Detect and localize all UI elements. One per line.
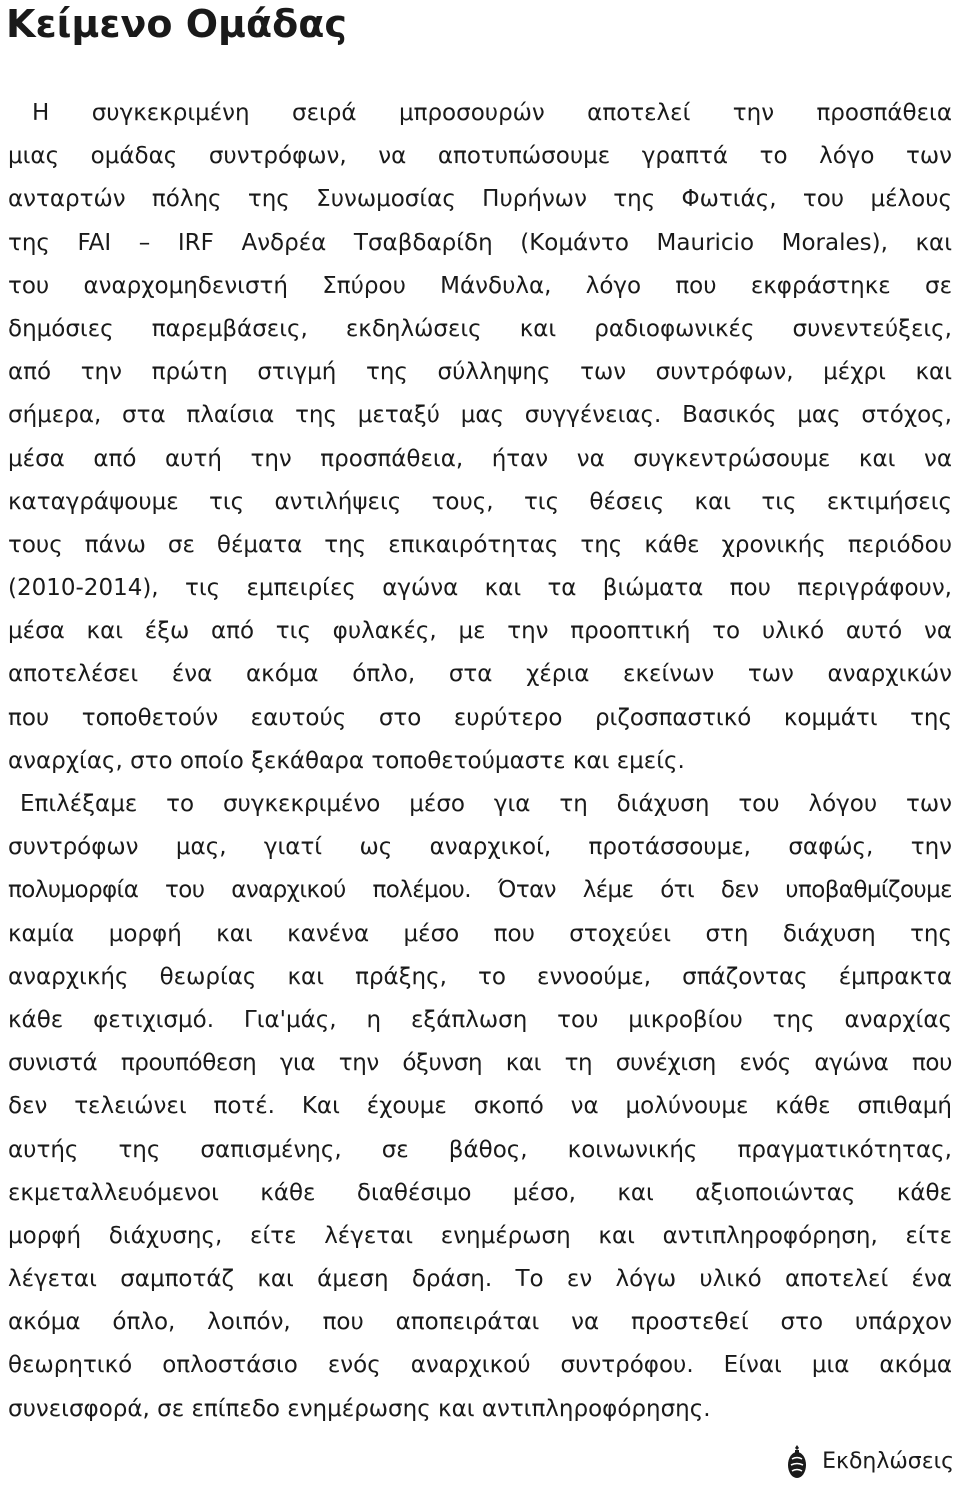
footer-section-label: Εκδηλώσεις bbox=[822, 1449, 954, 1474]
text-line: συνεισφορά, σε επίπεδο ενημέρωσης και αντιπληροφόρησης. bbox=[8, 1395, 711, 1422]
text-line: ακόμα όπλο, λοιπόν, που αποπειράται να προστεθεί στο υπάρχον bbox=[8, 1309, 952, 1336]
text-line: του αναρχομηδενιστή Σπύρου Μάνδυλα, λόγο που εκφράστηκε σε bbox=[8, 272, 952, 299]
text-line: πολυμορφία του αναρχικού πολέμου. Όταν λέμε ότι δεν υποβαθμίζουμε bbox=[8, 877, 952, 904]
text-line: κάθε φετιχισμό. Για'μάς, η εξάπλωση του μικροβίου της αναρχίας bbox=[8, 1006, 952, 1033]
text-line: μέσα και έξω από τις φυλακές, με την προοπτική το υλικό αυτό να bbox=[8, 618, 952, 645]
text-line: Επιλέξαμε το συγκεκριμένο μέσο για τη διάχυση του λόγου των bbox=[20, 791, 952, 817]
text-line: ανταρτών πόλης της Συνωμοσίας Πυρήνων της Φωτιάς, του μέλους bbox=[8, 186, 952, 213]
text-line: αυτής της σαπισμένης, σε βάθος, κοινωνικής πραγματικότητας, bbox=[8, 1136, 952, 1163]
text-line: που τοποθετούν εαυτούς στο ευρύτερο ριζοσπαστικό κομμάτι της bbox=[8, 704, 952, 731]
text-line: αναρχικής θεωρίας και πράξης, το εννοούμε, σπάζοντας έμπρακτα bbox=[8, 963, 952, 990]
text-line: καταγράψουμε τις αντιλήψεις τους, τις θέσεις και τις εκτιμήσεις bbox=[8, 488, 952, 515]
text-line: σήμερα, στα πλαίσια της μεταξύ μας συγγένειας. Βασικός μας στόχος, bbox=[8, 402, 952, 429]
text-line: συνιστά προυπόθεση για την όξυνση και τη συνέχιση ενός αγώνα που bbox=[8, 1050, 952, 1077]
text-line: (2010-2014), τις εμπειρίες αγώνα και τα βιώματα που περιγράφουν, bbox=[8, 575, 952, 602]
text-line: δεν τελειώνει ποτέ. Και έχουμε σκοπό να μολύνουμε κάθε σπιθαμή bbox=[8, 1093, 952, 1120]
text-line: δημόσιες παρεμβάσεις, εκδηλώσεις και ραδιοφωνικές συνεντεύξεις, bbox=[8, 315, 952, 342]
text-line: μορφή διάχυσης, είτε λέγεται ενημέρωση και αντιπληροφόρηση, είτε bbox=[8, 1222, 952, 1249]
text-line: μιας ομάδας συντρόφων, να αποτυπώσουμε γραπτά το λόγο των bbox=[8, 143, 952, 170]
bomb-icon bbox=[786, 1444, 808, 1480]
text-line: από την πρώτη στιγμή της σύλληψης των συντρόφων, μέχρι και bbox=[8, 359, 952, 386]
text-line: αναρχίας, στο οποίο ξεκάθαρα τοποθετούμαστε και εμείς. bbox=[8, 747, 685, 774]
text-line: Η συγκεκριμένη σειρά μπροσουρών αποτελεί την προσπάθεια bbox=[32, 100, 952, 126]
text-line: αποτελέσει ένα ακόμα όπλο, στα χέρια εκείνων των αναρχικών bbox=[8, 661, 952, 688]
text-line: καμία μορφή και κανένα μέσο που στοχεύει στη διάχυση της bbox=[8, 920, 952, 947]
body-text bbox=[8, 92, 952, 1431]
text-line: της FAI – IRF Ανδρέα Τσαβδαρίδη (Κομάντο Mauricio Morales), και bbox=[8, 229, 952, 256]
page-title: Κείμενο Ομάδας bbox=[6, 2, 347, 46]
text-line: λέγεται σαμποτάζ και άμεση δράση. Το εν λόγω υλικό αποτελεί ένα bbox=[8, 1266, 952, 1293]
text-line: τους πάνω σε θέματα της επικαιρότητας της κάθε χρονικής περιόδου bbox=[8, 531, 952, 558]
text-line: θεωρητικό οπλοστάσιο ενός αναρχικού συντρόφου. Είναι μια ακόμα bbox=[8, 1352, 952, 1379]
page-footer bbox=[786, 1444, 954, 1480]
text-line: συντρόφων μας, γιατί ως αναρχικοί, προτάσσουμε, σαφώς, την bbox=[8, 834, 952, 861]
text-line: μέσα από αυτή την προσπάθεια, ήταν να συγκεντρώσουμε και να bbox=[8, 445, 952, 472]
text-line: εκμεταλλευόμενοι κάθε διαθέσιμο μέσο, και αξιοποιώντας κάθε bbox=[8, 1179, 952, 1206]
